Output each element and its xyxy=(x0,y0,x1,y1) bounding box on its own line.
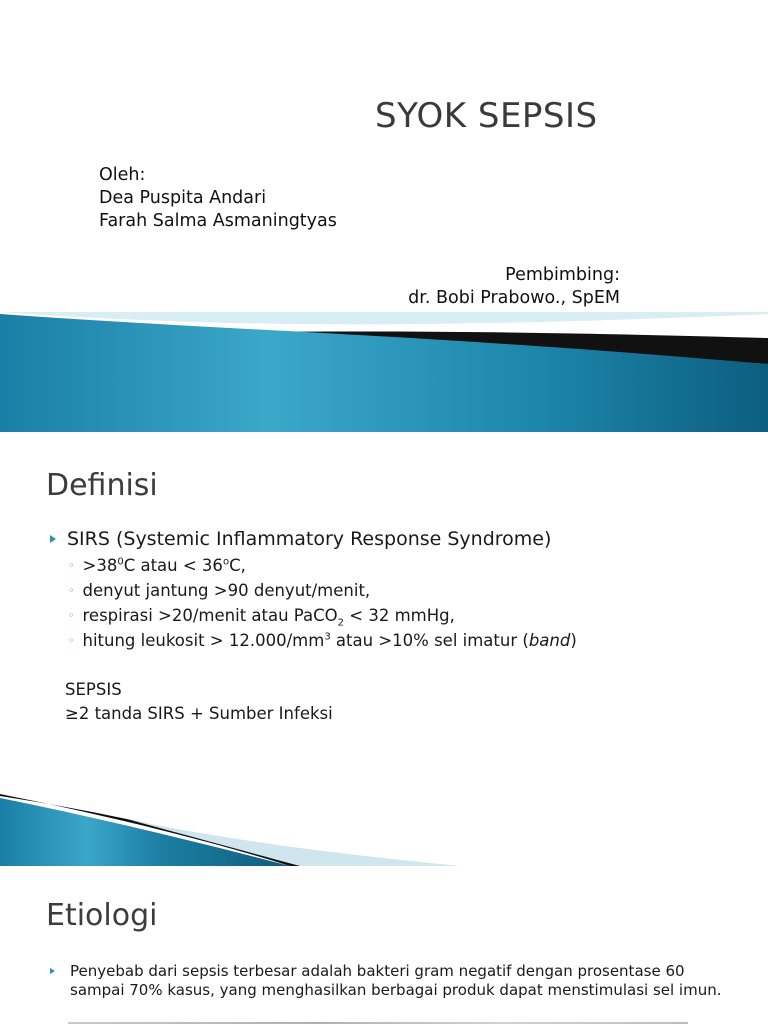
circle-bullet-icon: ◦ xyxy=(68,634,75,647)
bullet-etiologi-text: Penyebab dari sepsis terbesar adalah bakteri gram negatif dengan prosentase 60 sampai 70% kasus, yang menghasilkan berbagai produk dapat menstimulasi sel imun. xyxy=(70,962,722,999)
circle-bullet-icon: ◦ xyxy=(68,559,75,572)
presenters-label: Oleh: xyxy=(99,165,146,185)
cut-off-text-line xyxy=(50,1018,730,1024)
advisor-block xyxy=(408,264,620,310)
advisor-name: dr. Bobi Prabowo., SpEM xyxy=(408,288,620,308)
slide-title xyxy=(0,0,768,432)
advisor-label: Pembimbing: xyxy=(505,265,620,285)
presenter-name-1: Dea Puspita Andari xyxy=(99,188,267,208)
slide-heading: Etiologi xyxy=(46,898,158,933)
circle-bullet-icon: ◦ xyxy=(68,584,75,597)
slide-etiologi xyxy=(0,866,768,1024)
wave-decoration xyxy=(0,312,768,432)
slide-heading: Definisi xyxy=(46,468,158,503)
bullet-arrow-icon xyxy=(50,535,56,543)
presenter-name-2: Farah Salma Asmaningtyas xyxy=(99,211,337,231)
bullet-etiologi xyxy=(50,962,730,1000)
wave-decoration xyxy=(0,794,768,866)
sepsis-definition: ≥2 tanda SIRS + Sumber Infeksi xyxy=(65,704,333,723)
slide-definisi xyxy=(0,432,768,866)
bullet-arrow-icon xyxy=(50,968,55,974)
bullet-sirs xyxy=(50,528,551,550)
bullet-sirs-text: SIRS (Systemic Inflammatory Response Syndrome) xyxy=(67,528,552,550)
sub-item-temperature: ◦ $>38^0C$ atau < $36^oC$, xyxy=(68,556,246,575)
sepsis-label: SEPSIS xyxy=(65,680,122,699)
sub-item-respiration: ◦ respirasi >20/menit atau PaCO$_2$ < 32 mmHg, xyxy=(68,606,455,629)
circle-bullet-icon: ◦ xyxy=(68,609,75,622)
presenters-block xyxy=(99,164,337,233)
sub-item-leukocyte: ◦ hitung leukosit > $12.000/mm^3$ atau >10% sel imatur (band) xyxy=(68,631,577,650)
sub-item-heart-rate: ◦ denyut jantung >90 denyut/menit, xyxy=(68,581,371,600)
slide-title-text: SYOK SEPSIS xyxy=(375,96,598,136)
